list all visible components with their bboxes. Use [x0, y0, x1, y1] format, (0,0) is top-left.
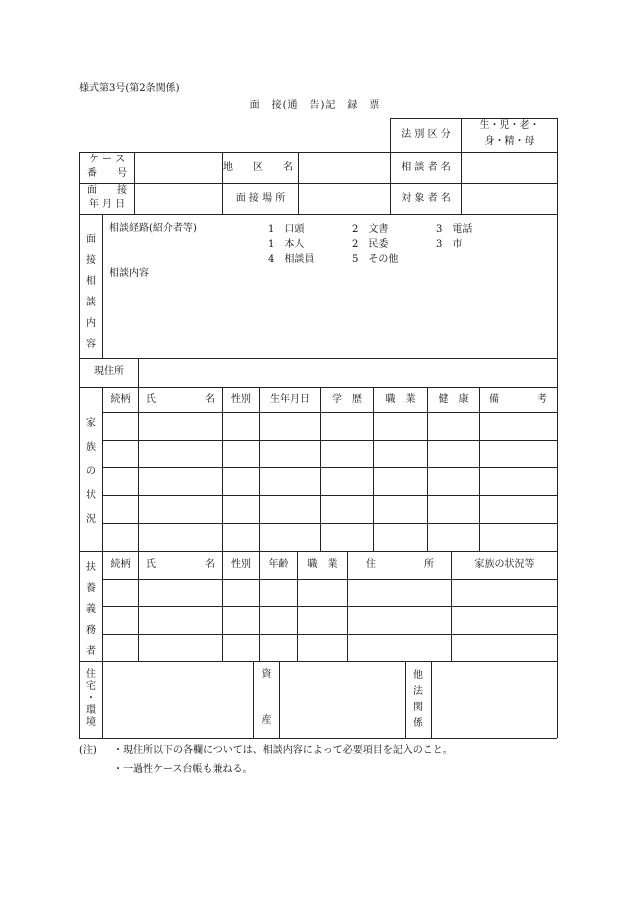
interview-place-field[interactable]	[299, 184, 389, 213]
route-option[interactable]: 3 電話	[436, 224, 473, 235]
interview-date-label-1: 面 接	[87, 185, 127, 196]
housing-environment-field[interactable]	[103, 662, 252, 737]
law-category-options-2: 身・精・母	[484, 136, 535, 147]
consultation-content-field[interactable]	[106, 282, 554, 354]
interview-date-label-2: 年 月 日	[88, 199, 126, 210]
col-remarks-first: 備	[489, 394, 499, 405]
other-law-label: 他 法 関 係	[413, 670, 423, 729]
note-line-2: ・一過性ケース台帳も兼ねる。	[113, 764, 253, 775]
law-category-options-1: 生・児・老・	[479, 120, 540, 131]
col-name-first: 氏	[146, 394, 156, 405]
case-number-field[interactable]	[135, 153, 221, 182]
col-remarks-second: 考	[537, 394, 547, 405]
route-option[interactable]: 1 口頭	[268, 224, 305, 235]
current-address-field[interactable]	[139, 359, 556, 386]
interview-place-label: 面 接 場 所	[235, 193, 286, 204]
consultation-route-label: 相談経路(紹介者等)	[109, 223, 197, 234]
form-title: 面 接(通 告)記 録 票	[249, 100, 381, 111]
case-number-label-2: 番 号	[87, 168, 127, 179]
current-address-label: 現住所	[94, 366, 124, 377]
col-occupation: 職 業	[385, 394, 416, 405]
col-age: 年齢	[268, 559, 289, 570]
assets-label-bottom: 産	[261, 715, 272, 726]
note-line-1: ・現住所以下の各欄については、相談内容によって必要項目を記入のこと。	[113, 745, 453, 756]
other-law-field[interactable]	[432, 662, 556, 737]
note-prefix: (注)	[79, 745, 97, 756]
col-name-first: 氏	[146, 559, 156, 570]
col-education: 学 歴	[332, 394, 362, 405]
case-number-label-1: ケ ー ス	[88, 154, 126, 165]
col-name-second: 名	[205, 394, 215, 405]
assets-field[interactable]	[280, 662, 404, 737]
route-option[interactable]: 1 本人	[268, 239, 305, 250]
law-category-label: 法 別 区 分	[401, 129, 451, 140]
route-option[interactable]: 5 その他	[352, 254, 399, 265]
consultant-name-label: 相 談 者 名	[401, 162, 451, 173]
housing-environment-label: 住 宅 ・ 環 境	[86, 669, 96, 728]
col-sex: 性別	[231, 559, 251, 570]
route-option[interactable]: 4 相談員	[268, 254, 315, 265]
consultant-name-field[interactable]	[462, 153, 556, 182]
district-label: 地 区 名	[223, 162, 298, 173]
consultation-content-label: 相談内容	[109, 268, 149, 279]
route-option[interactable]: 3 市	[436, 239, 463, 250]
col-name-second: 名	[205, 559, 215, 570]
family-table-body[interactable]	[103, 413, 556, 550]
interview-date-field[interactable]	[135, 184, 221, 213]
support-table-body[interactable]	[103, 580, 556, 660]
col-address-first: 住	[366, 559, 376, 570]
form-number: 様式第3号(第2条関係)	[79, 83, 180, 94]
col-birthdate: 生年月日	[270, 394, 310, 405]
route-option[interactable]: 2 民委	[352, 239, 389, 250]
family-section-label: 家 族 の 状 況	[86, 418, 96, 525]
route-option[interactable]: 2 文書	[352, 224, 389, 235]
support-obligor-section-label: 扶 養 義 務 者	[86, 562, 96, 657]
col-relation: 続柄	[110, 559, 131, 570]
subject-name-field[interactable]	[462, 184, 556, 213]
col-sex: 性別	[231, 394, 251, 405]
subject-name-label: 対 象 者 名	[401, 193, 451, 204]
district-field[interactable]	[299, 153, 389, 182]
col-address-second: 所	[424, 559, 434, 570]
col-family-status: 家族の状況等	[474, 559, 535, 570]
col-occupation: 職 業	[307, 559, 338, 570]
interview-section-label: 面 接 相 談 内 容	[86, 234, 96, 350]
col-relation: 続柄	[110, 394, 131, 405]
assets-label-top: 資	[261, 669, 272, 680]
col-health: 健 康	[438, 394, 469, 405]
